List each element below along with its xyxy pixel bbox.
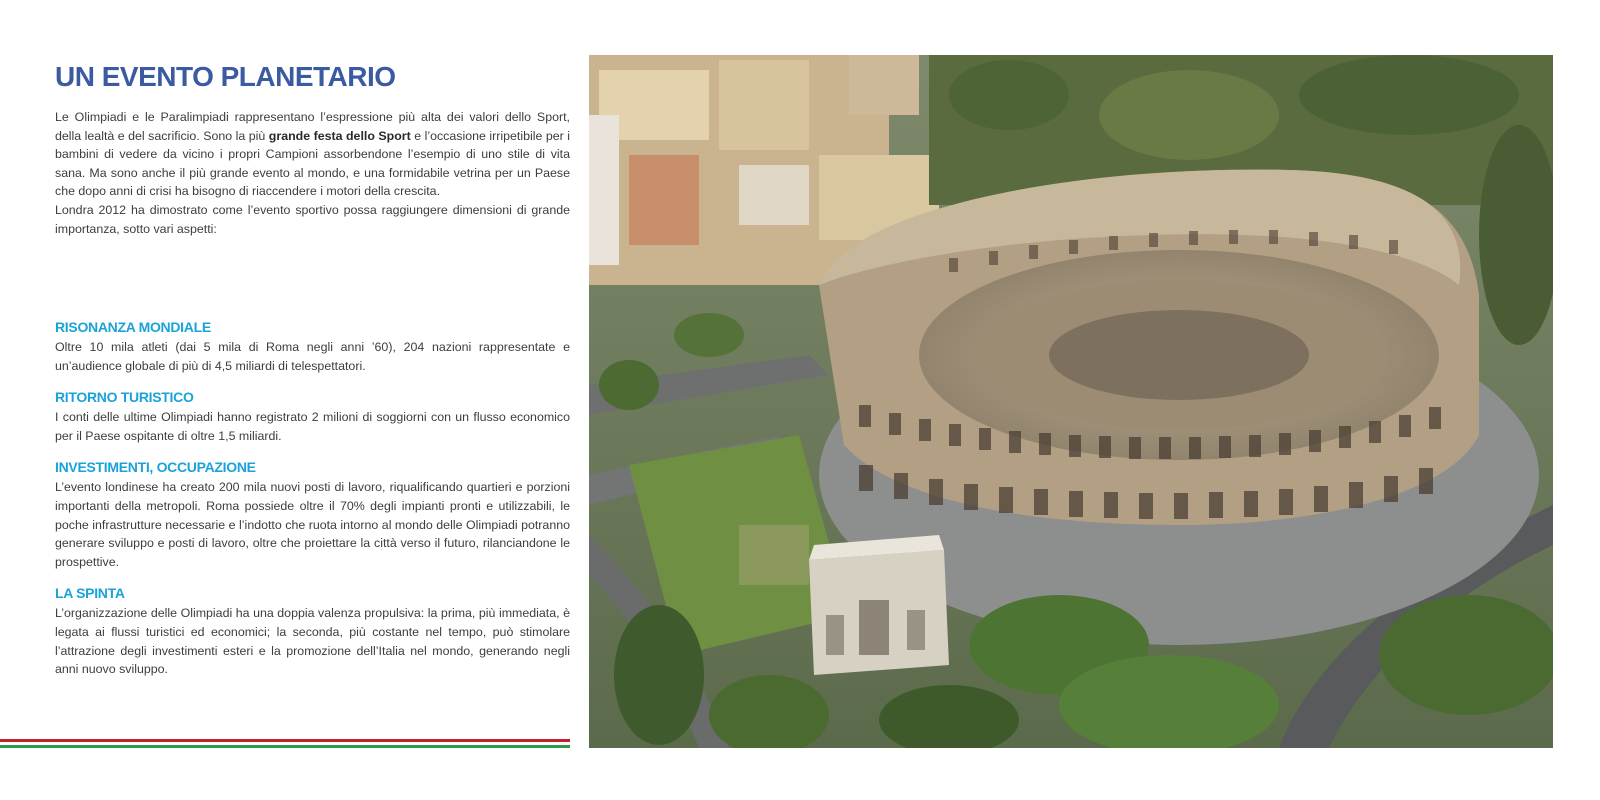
intro-column <box>55 60 570 238</box>
section-text: Oltre 10 mila atleti (dai 5 mila di Roma negli anni ’60), 204 nazioni rappresentate e un’audience globale di più di 4,5 miliardi di telespettatori. <box>55 340 570 373</box>
colosseum-aerial-photo <box>589 55 1553 748</box>
section-investimenti-occupazione <box>55 458 570 571</box>
section-heading: INVESTIMENTI, OCCUPAZIONE <box>55 459 256 476</box>
flag-stripe-white <box>0 742 570 744</box>
intro-text <box>55 108 570 238</box>
page-title: UN EVENTO PLANETARIO <box>55 61 396 92</box>
section-la-spinta <box>55 584 570 678</box>
intro-p1-end: e l’occasione irripetibile per i bambini di vedere da vicino i propri Campioni assorbendone l’esempio di uno stile di vita sana. Ma sono anche il più grande evento al mondo, e una formidabile vetrina per un Paese che dopo anni di crisi ha bisogno di riaccendere i motori della crescita. <box>55 128 570 199</box>
intro-p1-bold: grande festa dello Sport <box>268 128 411 143</box>
intro-paragraph-2: Londra 2012 ha dimostrato come l’evento sportivo possa raggiungere dimensioni di grande importanza, sotto vari aspetti: <box>55 202 570 236</box>
section-risonanza-mondiale <box>55 318 570 375</box>
section-text: L’evento londinese ha creato 200 mila nuovi posti di lavoro, riqualificando quartieri e porzioni importanti della metropoli. Roma possiede oltre il 70% degli impianti pronti e utilizzabili, le poche infrastrutture necessarie e l’indotto che ruota intorno al mondo delle Olimpiadi potranno generare sviluppo e posti di lavoro, oltre che proiettare la città verso il futuro, rilanciandone le prospettive. <box>55 480 570 569</box>
flag-stripe-green <box>0 745 570 748</box>
intro-p1-start: Le Olimpiadi e le Paralimpiadi rappresentano l’espressione più alta dei valori dello Sport, della lealtà e del sacrificio. Sono la più <box>55 110 570 143</box>
intro-paragraph-1 <box>55 108 570 201</box>
section-heading: RITORNO TURISTICO <box>55 389 194 406</box>
section-heading: RISONANZA MONDIALE <box>55 319 211 335</box>
section-text: I conti delle ultime Olimpiadi hanno registrato 2 milioni di soggiorni con un flusso economico per il Paese ospitante di oltre 1,5 miliardi. <box>55 410 570 443</box>
section-text: L’organizzazione delle Olimpiadi ha una doppia valenza propulsiva: la prima, più immediata, è legata ai flussi turistici ed economici; la seconda, più costante nel tempo, può stimolare l’attrazione degli investimenti esteri e la promozione dell’Italia nel mondo, generando negli anni nuovo sviluppo. <box>55 606 570 677</box>
colosseum-illustration <box>589 55 1553 748</box>
sections-list <box>55 318 570 692</box>
section-ritorno-turistico <box>55 388 570 445</box>
section-heading: LA SPINTA <box>55 585 125 602</box>
